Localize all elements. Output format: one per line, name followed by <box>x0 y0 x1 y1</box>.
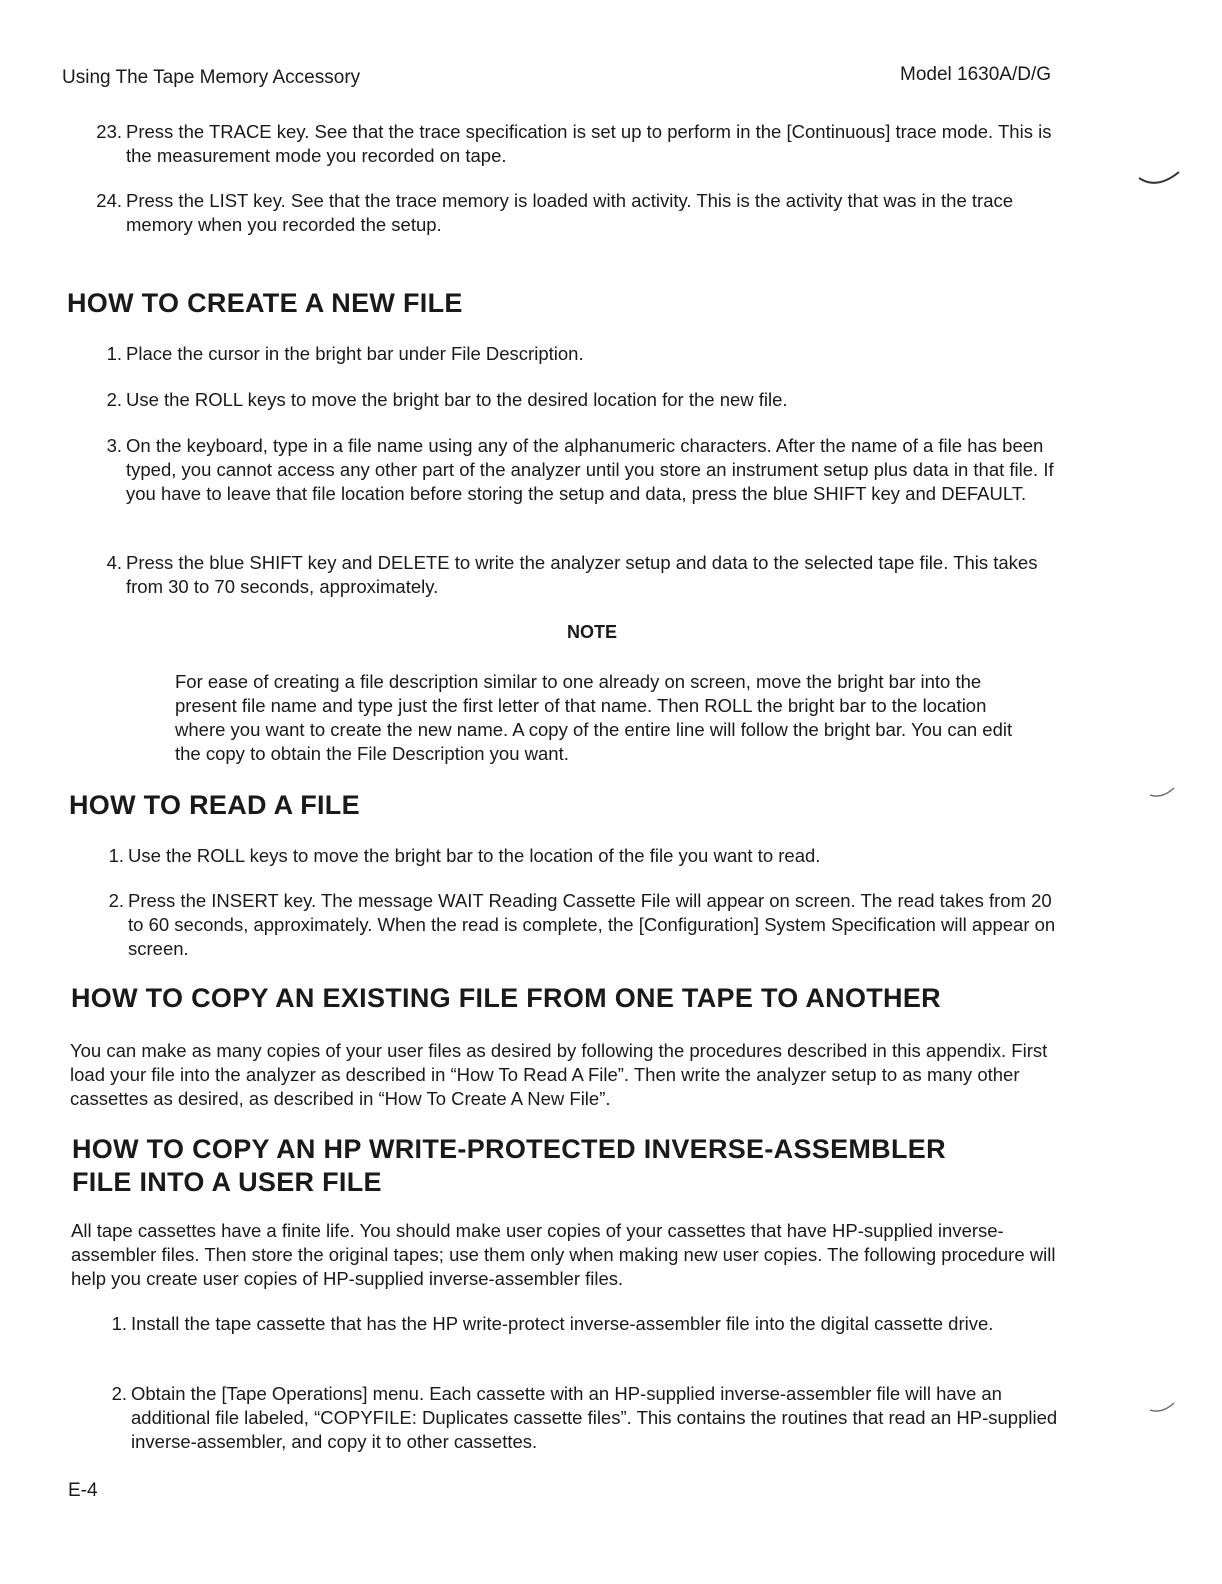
step-text: Press the blue SHIFT key and DELETE to write the analyzer setup and data to the selected tape file. This takes from 30 to 70 seconds, approximately. <box>126 552 1038 597</box>
step-text: Press the LIST key. See that the trace memory is loaded with activity. This is the activity that was in the trace memory when you recorded the setup. <box>126 190 1014 235</box>
step-number: 3. <box>106 435 122 456</box>
note-title: NOTE <box>567 622 618 642</box>
step-number: 23. <box>96 121 122 142</box>
step-text: Press the TRACE key. See that the trace specification is set up to perform in the [Continuous] trace mode. This is the measurement mode you recorded on tape. <box>126 121 1052 166</box>
section-heading-copy-existing: HOW TO COPY AN EXISTING FILE FROM ONE TAPE TO ANOTHER <box>71 983 941 1013</box>
step-text: Press the INSERT key. The message WAIT Reading Cassette File will appear on screen. The read takes from 20 to 60 seconds, approximately. When the read is complete, the [Configuration] System Specification will appear on screen. <box>128 890 1056 959</box>
margin-mark <box>1148 1400 1178 1414</box>
note-text: For ease of creating a file description similar to one already on screen, move the bright bar into the present file name and type just the first letter of that name. Then ROLL the bright bar to the location where you want to create the new name. A copy of the entire line will follow the bright bar. You can edit the copy to obtain the File Description you want. <box>175 671 1013 764</box>
step-text: Install the tape cassette that has the HP write-protect inverse-assembler file into the digital cassette drive. <box>131 1313 994 1334</box>
step-number: 2. <box>108 890 124 911</box>
step-number: 1. <box>106 343 122 364</box>
section-heading-read: HOW TO READ A FILE <box>69 790 360 820</box>
step-text: Place the cursor in the bright bar under File Description. <box>126 343 584 364</box>
margin-mark <box>1148 785 1178 799</box>
step-number: 1. <box>111 1313 127 1334</box>
section-heading-create: HOW TO CREATE A NEW FILE <box>67 288 463 318</box>
step-text: On the keyboard, type in a file name using any of the alphanumeric characters. After the name of a file has been typed, you cannot access any other part of the analyzer until you store an instrument setup plus data in that file. If you have to leave that file location before storing the setup and data, press the blue SHIFT key and DEFAULT. <box>126 435 1054 504</box>
copy-existing-paragraph: You can make as many copies of your user files as desired by following the procedures described in this appendix. First load your file into the analyzer as described in “How To Read A File”. Then write the analyzer setup to as many other cassettes as desired, as described in “How To Create A New File”. <box>70 1040 1048 1109</box>
step-number: 2. <box>106 389 122 410</box>
step-number: 24. <box>96 190 122 211</box>
running-header-model: Model 1630A/D/G <box>900 64 1052 85</box>
step-number: 1. <box>108 845 124 866</box>
step-number: 2. <box>111 1383 127 1404</box>
page-number: E-4 <box>68 1480 98 1501</box>
step-number: 4. <box>106 552 122 573</box>
copy-protected-paragraph: All tape cassettes have a finite life. You should make user copies of your cassettes that have HP-supplied inverse-assembler files. Then store the original tapes; use them only when making new user copies. The following procedure will help you create user copies of HP-supplied inverse-assembler files. <box>71 1220 1056 1289</box>
running-header-title: Using The Tape Memory Accessory <box>62 67 361 88</box>
margin-mark <box>1135 170 1185 190</box>
step-text: Use the ROLL keys to move the bright bar to the desired location for the new file. <box>126 389 788 410</box>
section-heading-copy-protected-line2: FILE INTO A USER FILE <box>72 1167 382 1197</box>
step-text: Obtain the [Tape Operations] menu. Each cassette with an HP-supplied inverse-assembler file will have an additional file labeled, “COPYFILE: Duplicates cassette files”. This contains the routines that read an HP-supplied inverse-assembler, and copy it to other cassettes. <box>131 1383 1058 1452</box>
step-text: Use the ROLL keys to move the bright bar to the location of the file you want to read. <box>128 845 821 866</box>
section-heading-copy-protected: HOW TO COPY AN HP WRITE-PROTECTED INVERSE-ASSEMBLER <box>72 1134 946 1164</box>
